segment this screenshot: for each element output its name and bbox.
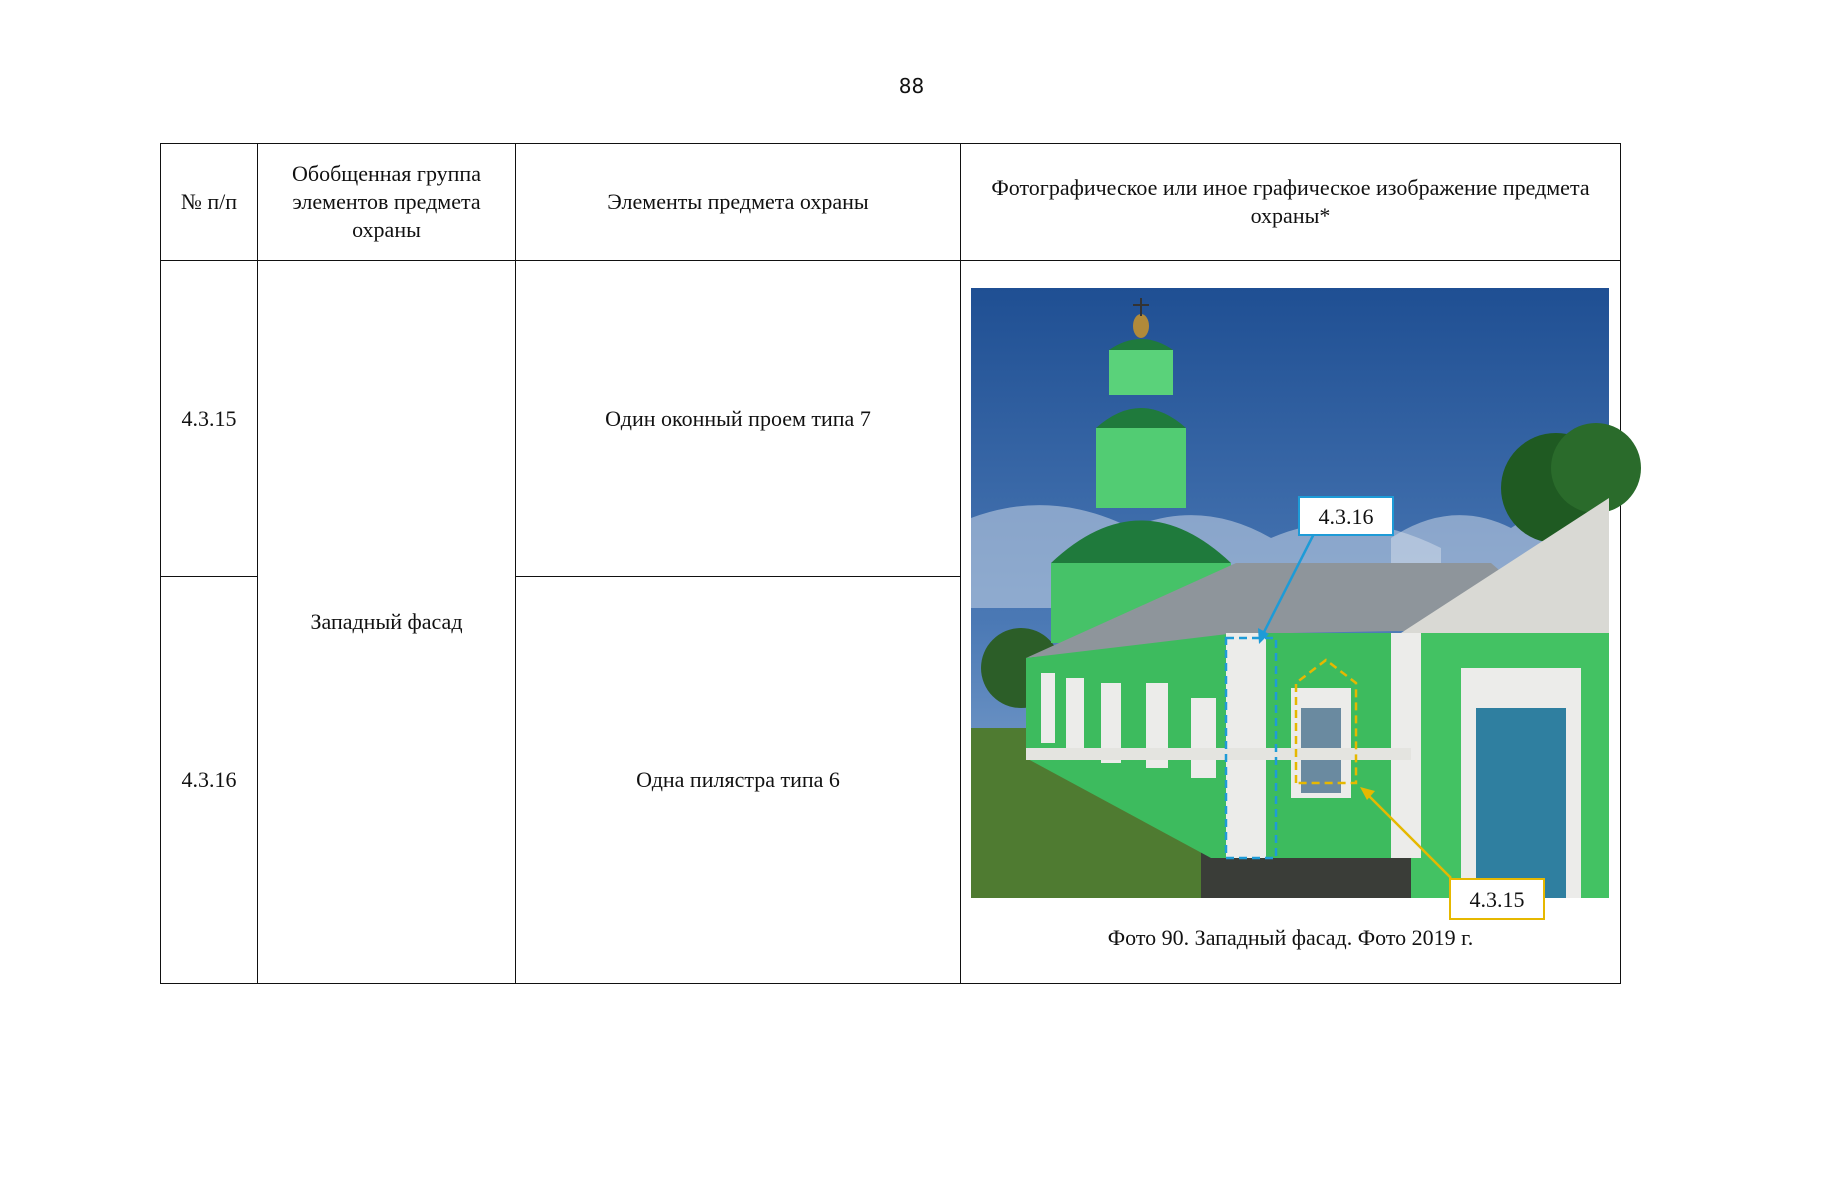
table-row <box>161 261 1621 577</box>
callout-4315: 4.3.15 <box>1449 878 1545 920</box>
row-element: Одна пилястра типа 6 <box>516 577 961 984</box>
row-num: 4.3.15 <box>161 261 258 577</box>
protection-table <box>160 143 1621 984</box>
row-element: Один оконный проем типа 7 <box>516 261 961 577</box>
header-elements: Элементы предмета охраны <box>516 144 961 261</box>
header-num: № п/п <box>161 144 258 261</box>
header-photo: Фотографическое или иное графическое изображение предмета охраны* <box>961 144 1621 261</box>
page-number: 88 <box>898 74 925 98</box>
photo-caption: Фото 90. Западный фасад. Фото 2019 г. <box>1107 925 1474 950</box>
church-photo <box>971 288 1609 912</box>
header-group: Обобщенная группа элементов предмета охраны <box>258 144 516 261</box>
callout-4316: 4.3.16 <box>1298 496 1394 536</box>
row-num: 4.3.16 <box>161 577 258 984</box>
table-header-row <box>161 144 1621 261</box>
group-cell: Западный фасад <box>258 261 516 984</box>
photo-cell <box>961 261 1621 984</box>
